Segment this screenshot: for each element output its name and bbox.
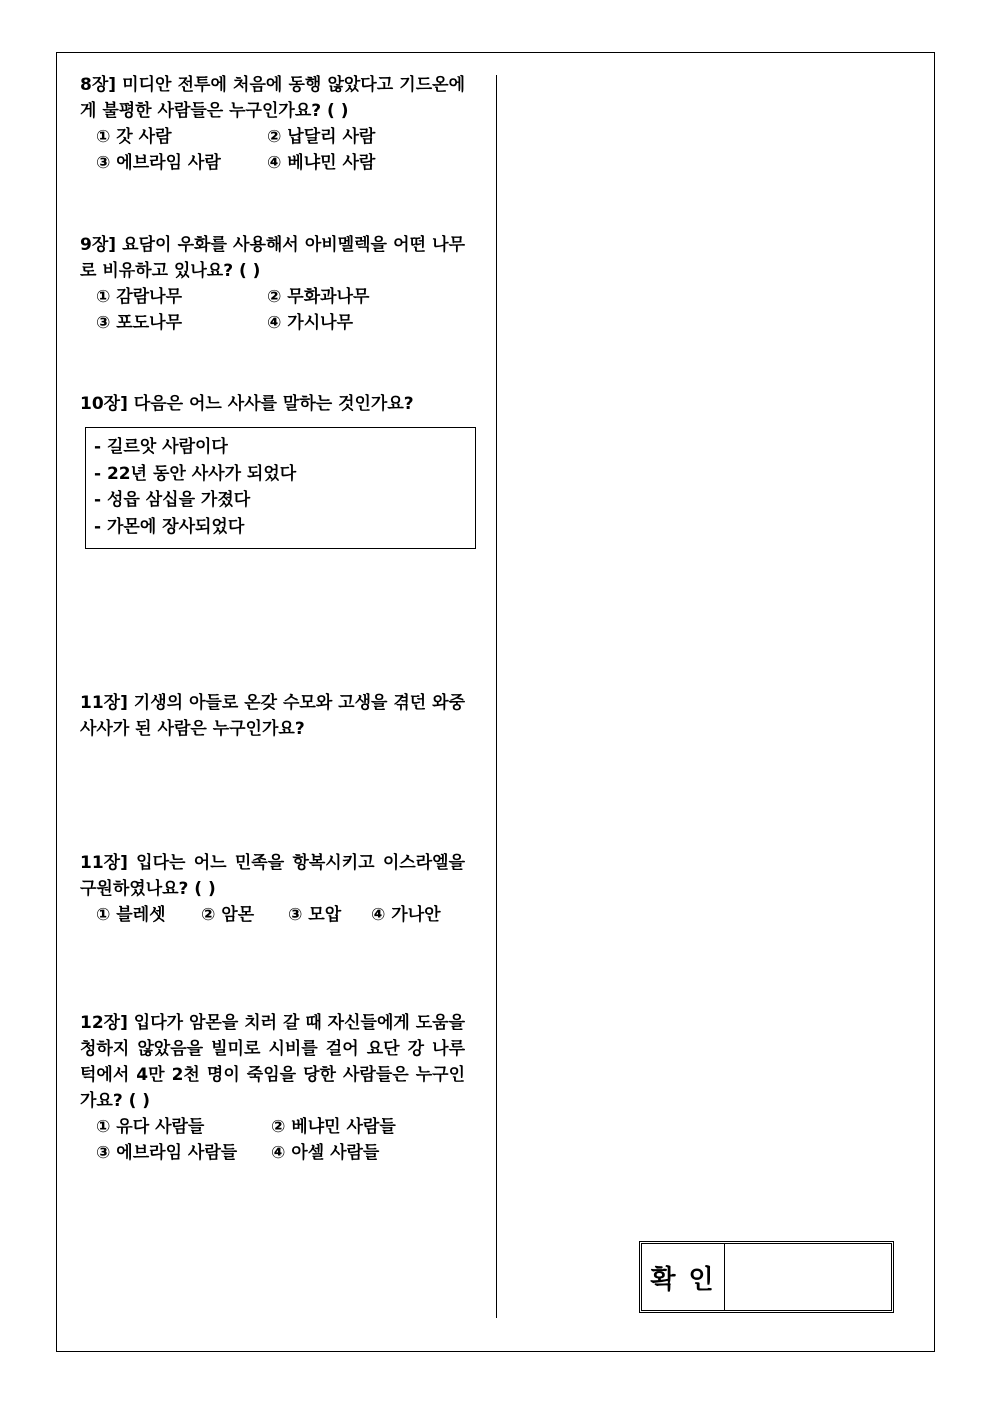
clue-line: - 가몬에 장사되었다	[94, 516, 245, 537]
question-text: 11장] 입다는 어느 민족을 항복시키고 이스라엘을 구원하였나요? ( )	[80, 853, 465, 899]
answer-options	[80, 150, 465, 176]
option-3[interactable]: ③ 에브라임 사람들	[96, 1143, 238, 1163]
question-text: 12장] 입다가 암몬을 치러 갈 때 자신들에게 도움을 청하지 않았음을 빌미로 시비를 걸어 요단 강 나루턱에서 4만 2천 명이 죽임을 당한 사람들은 누구인가요? ( )	[80, 1013, 465, 1111]
answer-options	[80, 1114, 465, 1140]
option-4[interactable]: ④ 가시나무	[267, 313, 353, 333]
option-1[interactable]: ① 갓 사람	[96, 127, 172, 147]
question-ch9	[80, 232, 465, 336]
option-2[interactable]: ② 베냐민 사람들	[271, 1117, 396, 1137]
option-4[interactable]: ④ 아셀 사람들	[271, 1143, 380, 1163]
answer-options	[80, 284, 465, 310]
clue-box	[85, 427, 476, 549]
answer-options	[80, 1140, 465, 1166]
option-1[interactable]: ① 감람나무	[96, 287, 182, 307]
option-2[interactable]: ② 무화과나무	[267, 287, 370, 307]
question-ch11-b	[80, 850, 465, 928]
question-ch10	[80, 391, 465, 417]
clue-line: - 길르앗 사람이다	[94, 437, 228, 457]
option-3[interactable]: ③ 모압	[288, 905, 342, 925]
answer-options	[80, 310, 465, 336]
question-ch11-a	[80, 690, 465, 742]
clue-line: - 성읍 삼십을 가졌다	[94, 490, 251, 510]
option-1[interactable]: ① 유다 사람들	[96, 1117, 205, 1137]
confirm-label: 확 인	[642, 1244, 725, 1310]
question-text: 10장] 다음은 어느 사사를 말하는 것인가요?	[80, 394, 414, 414]
option-3[interactable]: ③ 에브라임 사람	[96, 153, 221, 173]
option-4[interactable]: ④ 베냐민 사람	[267, 153, 376, 173]
question-text: 9장] 요담이 우화를 사용해서 아비멜렉을 어떤 나무로 비유하고 있나요? ( )	[80, 235, 465, 281]
column-divider	[496, 75, 497, 1318]
option-2[interactable]: ② 납달리 사람	[267, 127, 376, 147]
option-2[interactable]: ② 암몬	[201, 905, 255, 925]
option-3[interactable]: ③ 포도나무	[96, 313, 182, 333]
question-ch8	[80, 72, 465, 176]
confirm-box	[639, 1241, 894, 1313]
option-4[interactable]: ④ 가나안	[371, 905, 441, 925]
question-ch12	[80, 1010, 465, 1166]
signature-area[interactable]	[725, 1244, 891, 1310]
answer-options	[80, 902, 465, 928]
answer-options	[80, 124, 465, 150]
question-text: 11장] 기생의 아들로 온갖 수모와 고생을 겪던 와중 사사가 된 사람은 누구인가요?	[80, 693, 465, 739]
clue-line: - 22년 동안 사사가 되었다	[94, 463, 297, 484]
question-text: 8장] 미디안 전투에 처음에 동행 않았다고 기드온에게 불평한 사람들은 누구인가요? ( )	[80, 75, 465, 121]
option-1[interactable]: ① 블레셋	[96, 905, 166, 925]
